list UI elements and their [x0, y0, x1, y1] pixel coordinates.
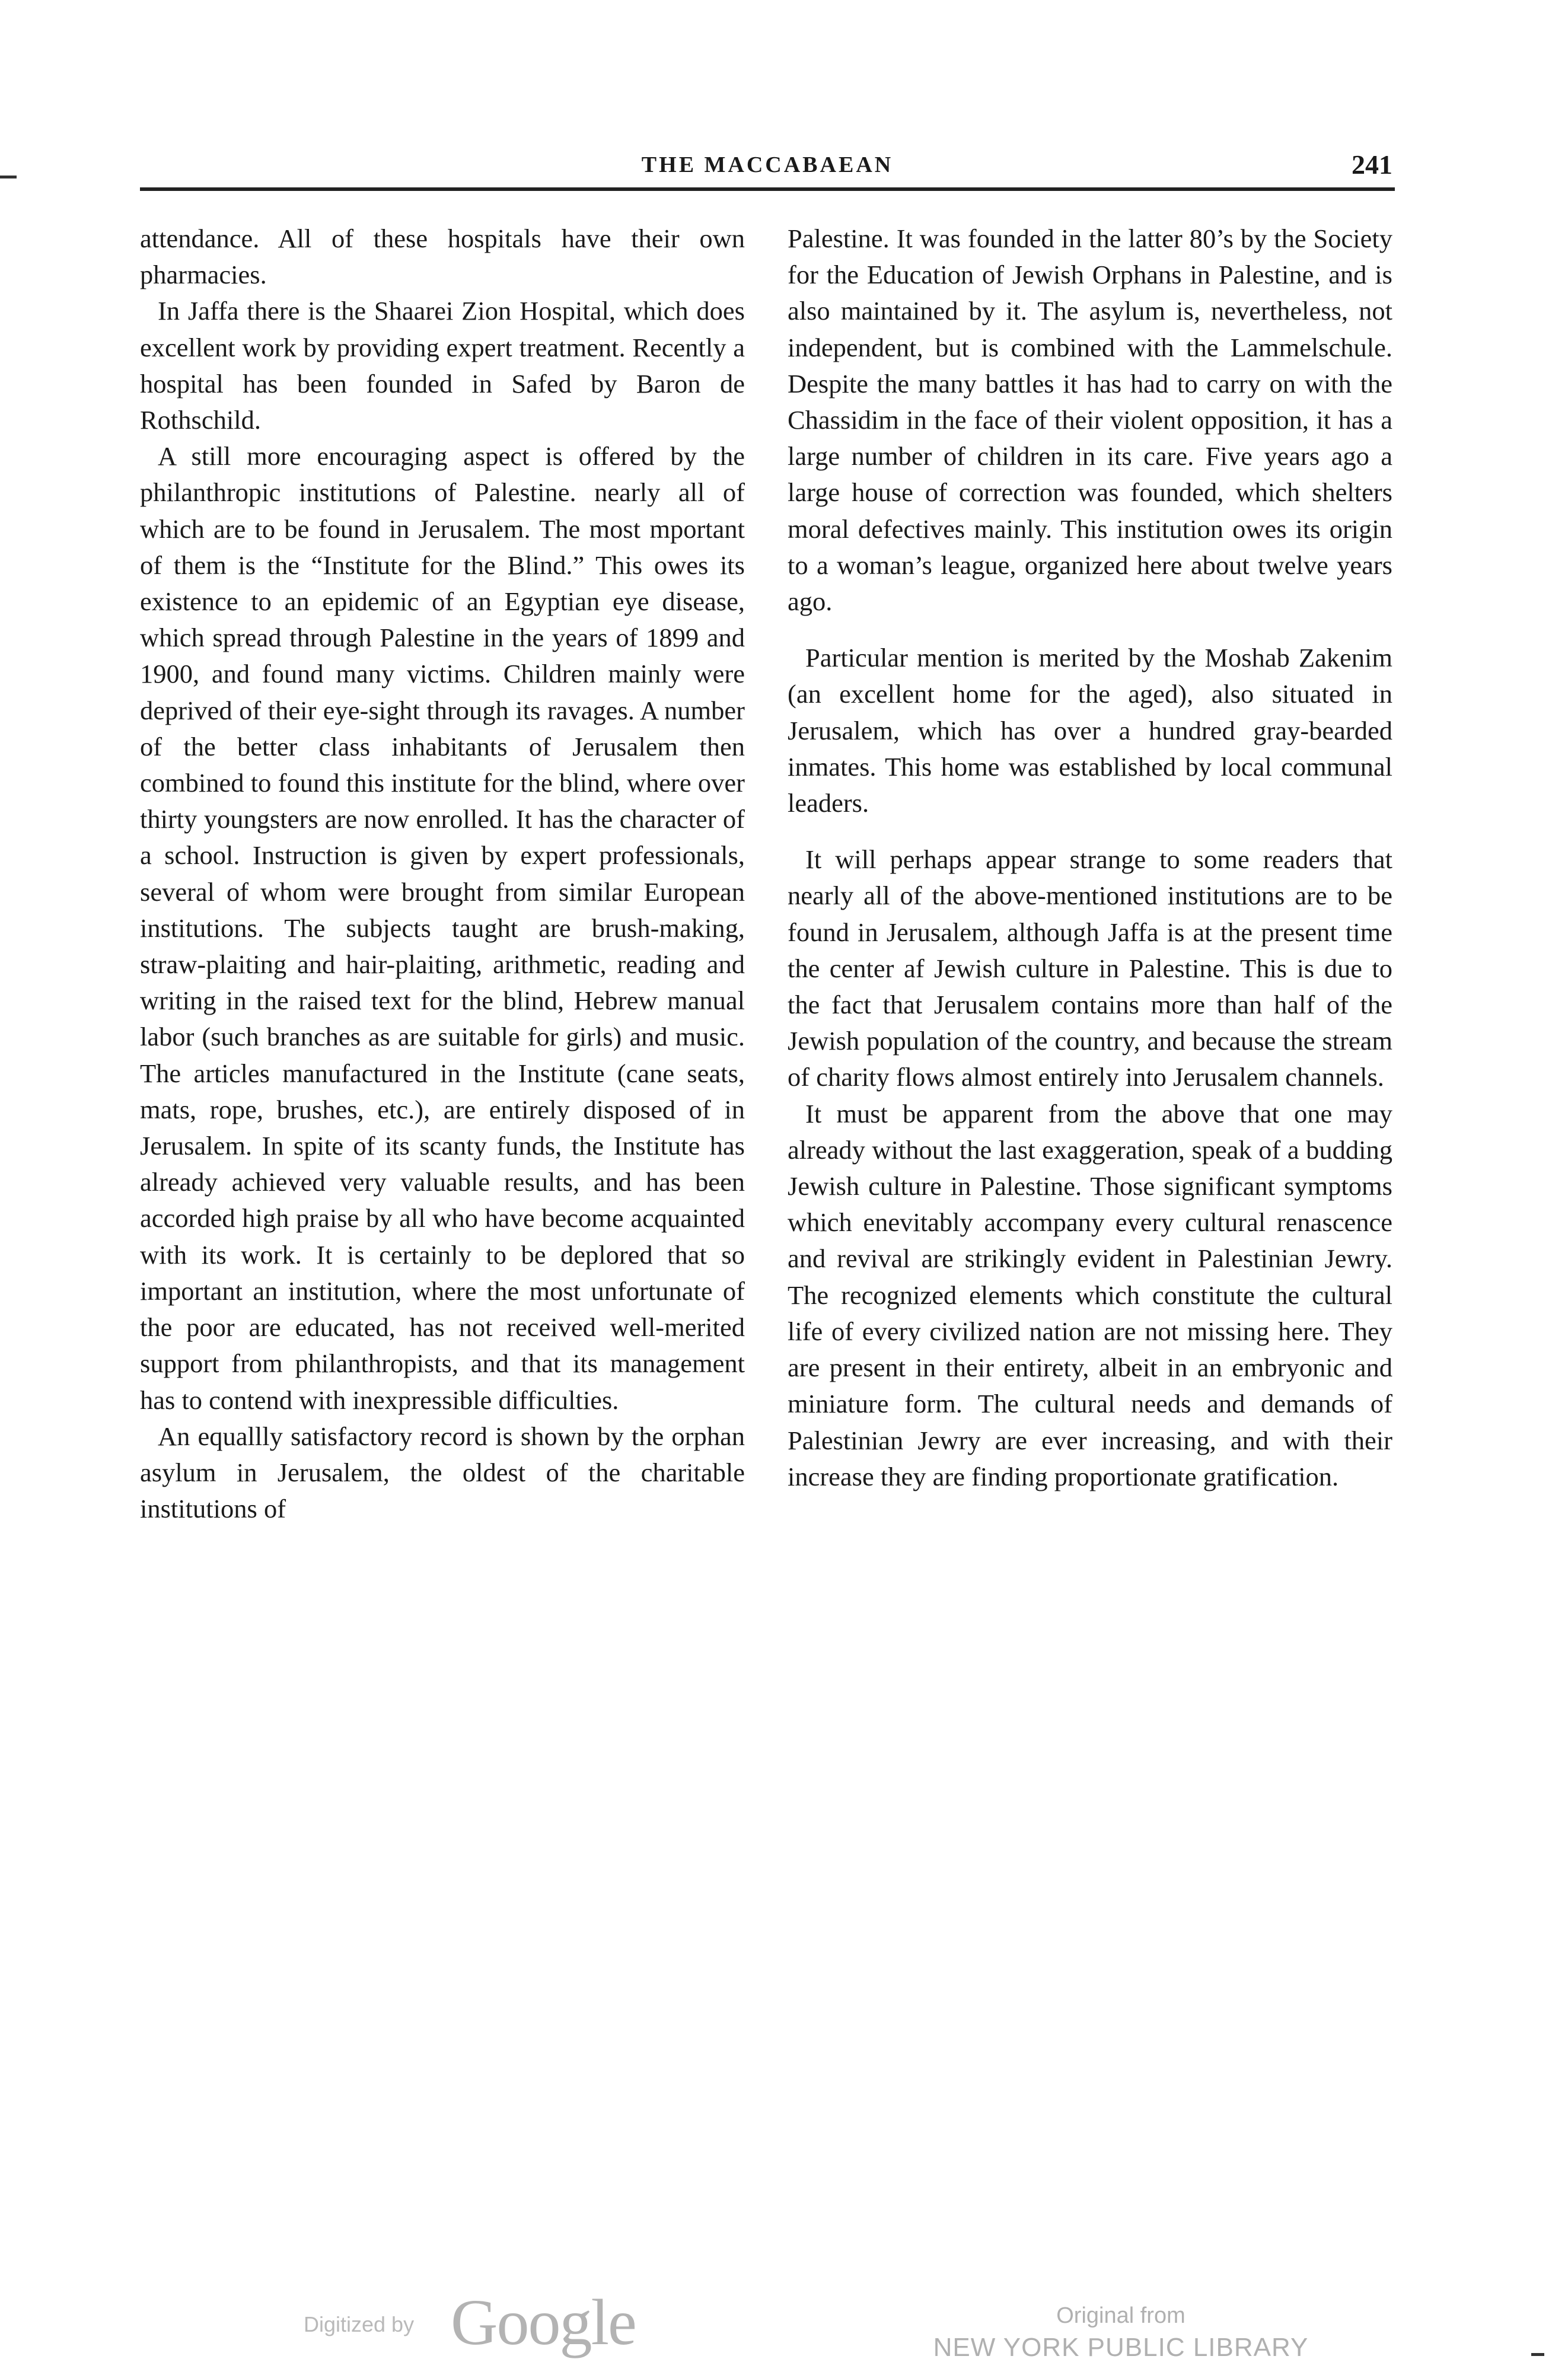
left-column [140, 221, 745, 1527]
paragraph: It will perhaps appear strange to some readers that nearly all of the above-mentioned institutions are to be found in Jerusalem, although Jaffa is at the present time the center af Jewish culture in Palestine. This is due to the fact that Jerusalem contains more than half of the Jewish population of the country, and because the stream of charity flows almost entirely into Jerusalem channels. [788, 844, 1392, 1092]
header-rule [140, 187, 1395, 191]
paragraph: Particular mention is merited by the Moshab Zakenim (an excellent home for the aged), also situated in Jerusalem, which has over a hundred gray-bearded inmates. This home was established by local communal leaders. [788, 643, 1392, 818]
digitized-by-label: Digitized by [304, 2312, 415, 2336]
paragraph: A still more encouraging aspect is offered by the philanthropic institutions of Palestine. nearly all of which are to be found in Jerusalem. The most mportant of them is the “Institute for the Blind.” This owes its existence to an epidemic of an Egyptian eye disease, which spread through Palestine in the years of 1899 and 1900, and found many victims. Children mainly were deprived of their eye-sight through its ravages. A number of the better class inhabitants of Jerusalem then combined to found this institute for the blind, where over thirty youngsters are now enrolled. It has the character of a school. Instruction is given by expert professionals, several of whom were brought from similar European institutions. The subjects taught are brush-making, straw-plaiting and hair-plaiting, arithmetic, reading and writing in the raised text for the blind, Hebrew manual labor (such branches as are suitable for girls) and music. The articles manufactured in the Institute (cane seats, mats, rope, brushes, etc.), are entirely disposed of in Jerusalem. In spite of its scanty funds, the Institute has already achieved very valuable results, and has been accorded high praise by all who have become acquainted with its work. It is certainly to be deplored that so important an institution, where the most unfortunate of the poor are educated, has not received well-merited support from philanthropists, and that its management has to contend with inexpressible difficulties. [140, 441, 745, 1415]
original-from-label: Original from [1056, 2303, 1185, 2328]
paragraph: Palestine. It was founded in the latter 80’s by the Society for the Education of Jewish Orphans in Palestine, and is also maintained by it. The asylum is, nevertheless, not independent, but is combined with the Lammelschule. Despite the many battles it has had to carry on with the Chassidim in the face of their violent opposition, it has a large number of children in its care. Five years ago a large house of correction was founded, which shelters moral defectives mainly. This institution owes its origin to a woman’s league, organized here about twelve years ago. [788, 224, 1392, 617]
google-logo: Google [451, 2286, 636, 2358]
paragraph: In Jaffa there is the Shaarei Zion Hospital, which does excellent work by providing expert treatment. Recently a hospital has been founded in Safed by Baron de Rothschild. [140, 296, 745, 435]
source-library-credit [913, 2301, 1328, 2365]
running-header [140, 147, 1395, 189]
margin-mark [0, 176, 17, 178]
margin-mark [1531, 2353, 1544, 2356]
journal-title: THE MACCABAEAN [641, 152, 894, 177]
page-number: 241 [1352, 149, 1392, 180]
right-column [788, 221, 1392, 1495]
library-name: NEW YORK PUBLIC LIBRARY [933, 2333, 1309, 2362]
paragraph: It must be apparent from the above that one may already without the last exaggeration, speak of a budding Jewish culture in Palestine. Those significant symptoms which enevitably accompany every cultural renascence and revival are strikingly evident in Palestinian Jewry. The recognized elements which constitute the cultural life of every civilized nation are not missing here. They are present in their entirety, albeit in an embryonic and miniature form. The cultural needs and demands of Palestinian Jewry are ever increasing, and with their increase they are finding proportionate gratification. [788, 1098, 1392, 1491]
paragraph: attendance. All of these hospitals have their own pharmacies. [140, 224, 745, 290]
paragraph: An equallly satisfactory record is shown by the orphan asylum in Jerusalem, the oldest of the charitable institutions of [140, 1421, 745, 1524]
